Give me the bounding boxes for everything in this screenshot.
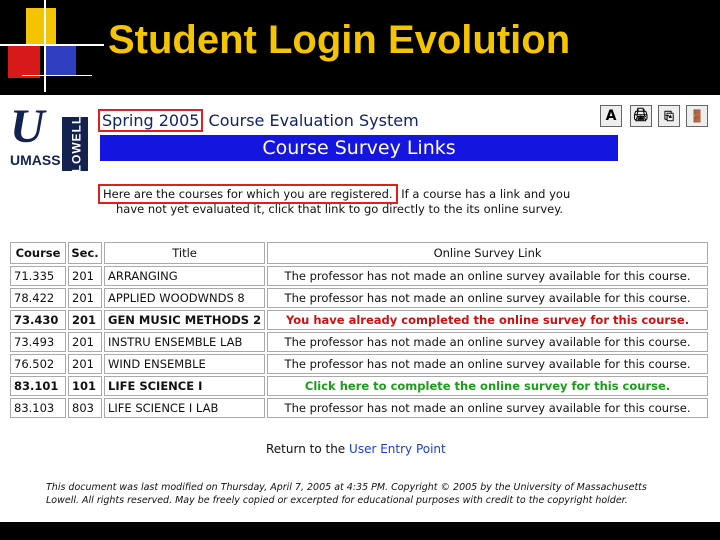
title-cell: GEN MUSIC METHODS 2 — [104, 310, 265, 330]
semester-highlight: Spring 2005 — [98, 109, 203, 132]
user-entry-point-link[interactable]: User Entry Point — [349, 442, 446, 456]
intro-line-2: have not yet evaluated it, click that link to go directly to the its online survey. — [116, 202, 564, 216]
course-cell: 73.493 — [10, 332, 66, 352]
survey-link[interactable]: Click here to complete the online survey for this course. — [267, 376, 708, 396]
sec-cell: 201 — [68, 288, 102, 308]
header-sec: Sec. — [68, 242, 102, 264]
table-row — [10, 332, 708, 352]
intro-rest: If a course has a link and you — [401, 187, 571, 201]
decor-yellow-square — [26, 8, 56, 44]
courses-table — [8, 240, 710, 420]
footer-line-2: Lowell. All rights reserved. May be freely copied or excerpted for educational purposes with credit to the copyright holder. — [46, 495, 628, 506]
header-survey-link: Online Survey Link — [267, 242, 708, 264]
sec-cell: 201 — [68, 332, 102, 352]
survey-status-cell: The professor has not made an online survey available for this course. — [267, 332, 708, 352]
header-title: Title — [104, 242, 265, 264]
table-row — [10, 288, 708, 308]
table-row — [10, 398, 708, 418]
title-cell: INSTRU ENSEMBLE LAB — [104, 332, 265, 352]
survey-status-cell: The professor has not made an online survey available for this course. — [267, 354, 708, 374]
header-course: Course — [10, 242, 66, 264]
survey-status-cell: The professor has not made an online survey available for this course. — [267, 398, 708, 418]
course-cell: 83.103 — [10, 398, 66, 418]
title-cell: APPLIED WOODWNDS 8 — [104, 288, 265, 308]
course-cell: 83.101 — [10, 376, 66, 396]
umass-lowell-logo — [10, 100, 86, 173]
decor-red-square — [8, 44, 40, 78]
title-cell: LIFE SCIENCE I — [104, 376, 265, 396]
title-cell: WIND ENSEMBLE — [104, 354, 265, 374]
survey-status-cell: The professor has not made an online survey available for this course. — [267, 266, 708, 286]
system-title-rest: Course Evaluation System — [208, 111, 419, 130]
course-cell: 76.502 — [10, 354, 66, 374]
intro-highlight: Here are the courses for which you are registered. — [98, 184, 398, 204]
survey-status-cell: The professor has not made an online survey available for this course. — [267, 288, 708, 308]
decor-vertical-line — [44, 0, 46, 92]
return-prefix: Return to the — [266, 442, 346, 456]
course-cell: 71.335 — [10, 266, 66, 286]
slide-title: Student Login Evolution — [108, 18, 571, 62]
footer-copyright — [46, 481, 686, 507]
decor-blue-square — [46, 44, 76, 76]
table-header-row — [10, 242, 708, 264]
sec-cell: 201 — [68, 354, 102, 374]
decor-horizontal-line-2 — [22, 75, 92, 76]
table-row — [10, 376, 708, 396]
intro-text — [104, 187, 624, 217]
title-cell: ARRANGING — [104, 266, 265, 286]
logo-u-glyph: U — [10, 100, 45, 153]
return-line — [266, 442, 446, 456]
survey-completed-cell: You have already completed the online survey for this course. — [267, 310, 708, 330]
sec-cell: 201 — [68, 310, 102, 330]
course-cell: 73.430 — [10, 310, 66, 330]
system-title — [102, 111, 419, 130]
title-cell: LIFE SCIENCE I LAB — [104, 398, 265, 418]
table-row — [10, 310, 708, 330]
logo-lowell-text: LOWELL — [69, 115, 84, 173]
print-icon[interactable]: 🖨 — [630, 105, 652, 127]
exit-door-icon[interactable]: 🚪 — [686, 105, 708, 127]
footer-line-1: This document was last modified on Thursday, April 7, 2005 at 4:35 PM. Copyright © 2005 by the University of Massachusetts — [46, 482, 647, 493]
toolbar — [600, 105, 712, 129]
table-row — [10, 266, 708, 286]
sec-cell: 101 — [68, 376, 102, 396]
screenshot-panel — [0, 95, 720, 522]
decor-horizontal-line — [0, 44, 104, 46]
course-cell: 78.422 — [10, 288, 66, 308]
page-icon[interactable]: ⎘ — [658, 105, 680, 127]
banner-heading: Course Survey Links — [100, 135, 618, 161]
sec-cell: 803 — [68, 398, 102, 418]
table-row — [10, 354, 708, 374]
sec-cell: 201 — [68, 266, 102, 286]
logo-umass-text: UMASS — [10, 152, 61, 168]
logo-lowell-band — [62, 117, 88, 171]
text-size-button[interactable]: A — [600, 105, 622, 127]
